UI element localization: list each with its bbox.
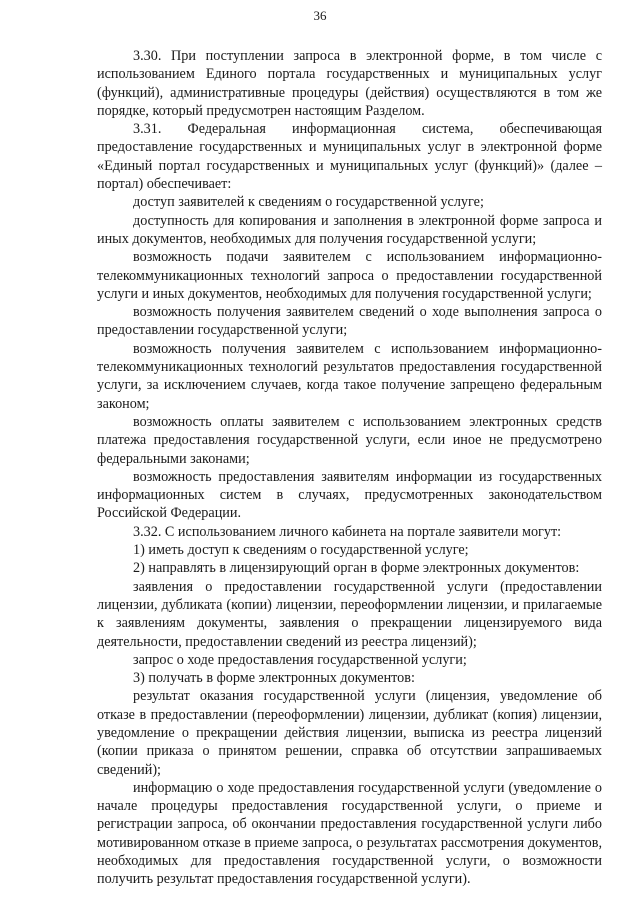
list-item: информацию о ходе предоставления государственной услуги (уведомление о начале процедуры предоставления государственной услуги, о приеме и регистрации запроса, об окончании предоставления государственной услуги либо мотивированном отказе в приеме запроса, о результатах рассмотрения документов, необходимых для предоставления государственной услуги, о возможности получить результат предоставления государственной услуги). [97,779,602,888]
list-item: возможность получения заявителем с использованием информационно-телекоммуникационных технологий результатов предоставления государственной услуги, за исключением случаев, когда такое получение запрещено федеральным законом; [97,340,602,412]
list-item: 3) получать в форме электронных документов: [133,670,415,687]
list-item: доступ заявителей к сведениям о государственной услуге; [133,194,484,211]
list-item: возможность получения заявителем сведений о ходе выполнения запроса о предоставлении государственной услуги; [97,304,602,339]
list-item: 1) иметь доступ к сведениям о государственной услуге; [133,542,469,559]
paragraph-3-30: 3.30. При поступлении запроса в электронной форме, в том числе с использованием Единого портала государственных и муниципальных услуг (функций), административные процедуры (действия) осуществляются в том же порядке, который предусмотрен настоящим Разделом. [97,48,602,119]
paragraph-3-32: 3.32. С использованием личного кабинета на портале заявители могут: [133,523,562,540]
list-item: заявления о предоставлении государственной услуги (предоставлении лицензии, дубликата (копии) лицензии, переоформлении лицензии, и прилагаемые к заявлениям документы, заявления о прекращении лицензируемого вида деятельности, предоставлении сведений из реестра лицензий); [97,578,602,650]
page-number: 36 [313,8,327,23]
document-body [97,47,602,889]
list-item: доступность для копирования и заполнения в электронной форме запроса и иных документов, необходимых для получения государственной услуги; [97,212,602,247]
list-item: возможность предоставления заявителям информации из государственных информационных систем в случаях, предусмотренных законодательством Российской Федерации. [97,468,602,522]
list-item: возможность оплаты заявителем с использованием электронных средств платежа предоставления государственной услуги, если иное не предусмотрено федеральными законами; [97,413,602,467]
list-item: 2) направлять в лицензирующий орган в форме электронных документов: [133,560,580,577]
list-item: возможность подачи заявителем с использованием информационно-телекоммуникационных технологий запроса о предоставлении государственной услуги и иных документов, необходимых для получения государственной услуги; [97,249,602,302]
paragraph-3-31: 3.31. Федеральная информационная система, обеспечивающая предоставление государственных и муниципальных услуг в электронной форме «Единый портал государственных и муниципальных услуг (функций)» (далее – портал) обеспечивает: [97,121,602,193]
list-item: запрос о ходе предоставления государственной услуги; [133,651,467,668]
list-item: результат оказания государственной услуги (лицензия, уведомление об отказе в предоставлении (переоформлении) лицензии, дубликат (копия) лицензии, уведомление о прекращении действия лицензии, выписка из реестра лицензий (копии приказа о принятом решении, справка об отсутствии запрашиваемых сведений); [97,688,602,778]
